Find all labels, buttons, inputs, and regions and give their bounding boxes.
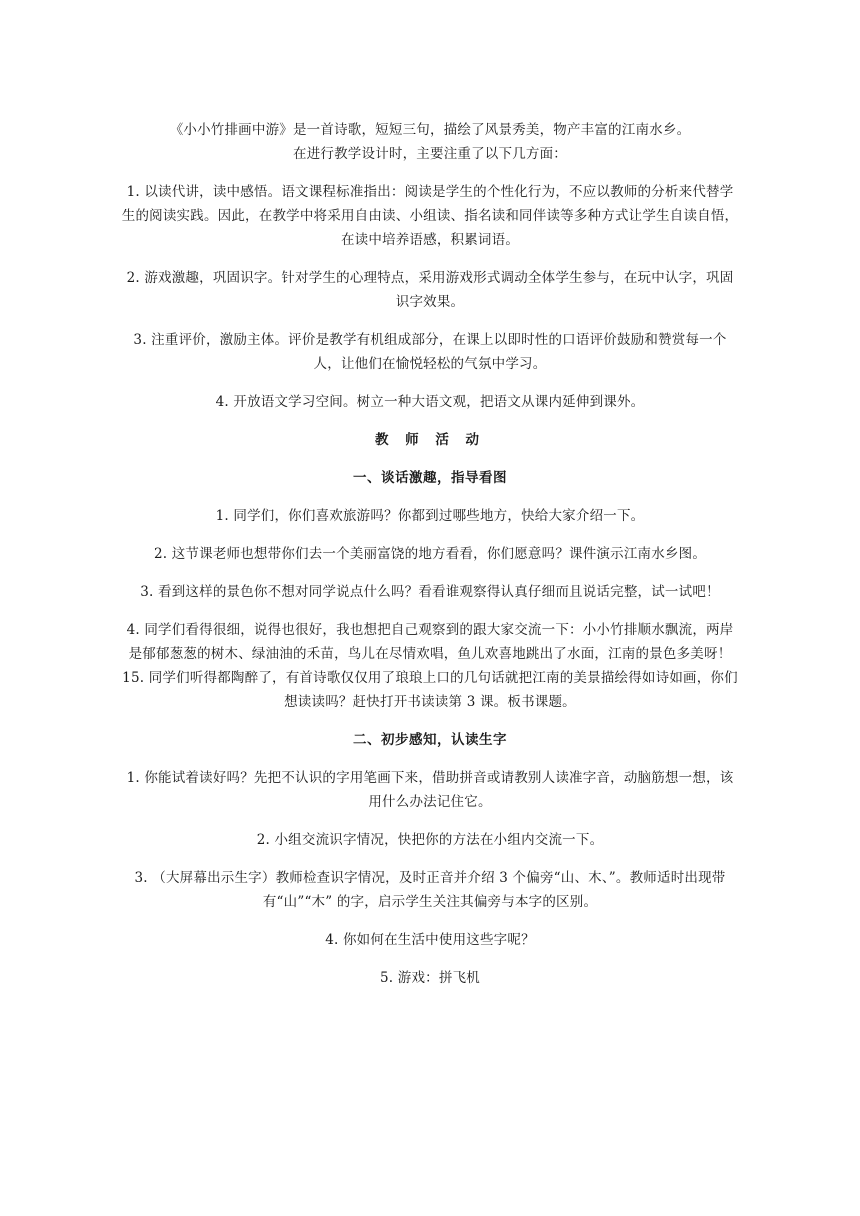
section-2-item-5: 5. 游戏：拼飞机 [380, 970, 480, 986]
section-1-item-4: 4. 同学们看得很细，说得也很好，我也想把自己观察到的跟大家交流一下：小小竹排顺水飘流，两岸是郁郁葱葱的树木、绿油油的禾苗，鸟儿在尽情欢唱，鱼儿欢喜地跳出了水面，江南的景色多美呀！15. 同学们听得都陶醉了，有首诗歌仅仅用了琅琅上口的几句话就把江南的美景描绘得如诗如画，你们想读读吗？赶快打开书读读第 3 课。板书课题。 [122, 622, 738, 710]
activities-title: 教 师 活 动 [374, 432, 486, 448]
section-2-item-2: 2. 小组交流识字情况，快把你的方法在小组内交流一下。 [256, 832, 604, 848]
section-2-title: 二、初步感知，认读生字 [353, 732, 507, 748]
intro-line-2: 在进行教学设计时，主要注重了以下几方面： [293, 146, 567, 162]
principle-4: 4. 开放语文学习空间。树立一种大语文观，把语文从课内延伸到课外。 [215, 394, 645, 410]
section-2-item-3: 3. （大屏幕出示生字）教师检查识字情况，及时正音并介绍 3 个偏旁“山、木、”。教师适时出现带有“山”“木” 的字，启示学生关注其偏旁与本字的区别。 [134, 870, 726, 910]
section-2-item-1: 1. 你能试着读好吗？先把不认识的字用笔画下来，借助拼音或请教别人读准字音，动脑筋想一想，该用什么办法记住它。 [126, 770, 734, 810]
section-1-title: 一、谈话激趣，指导看图 [353, 470, 507, 486]
section-1-item-2: 2. 这节课老师也想带你们去一个美丽富饶的地方看看，你们愿意吗？课件演示江南水乡图。 [153, 546, 707, 562]
section-1-item-3: 3. 看到这样的景色你不想对同学说点什么吗？看看谁观察得认真仔细而且说话完整，试一试吧！ [140, 584, 720, 600]
section-2-item-4: 4. 你如何在生活中使用这些字呢？ [325, 932, 535, 948]
principle-3: 3. 注重评价，激励主体。评价是教学有机组成部分，在课上以即时性的口语评价鼓励和赞赏每一个人，让他们在愉悦轻松的气氛中学习。 [133, 332, 727, 372]
principle-2: 2. 游戏激趣，巩固识字。针对学生的心理特点，采用游戏形式调动全体学生参与，在玩中认字，巩固识字效果。 [126, 270, 734, 310]
section-1-item-1: 1. 同学们，你们喜欢旅游吗？你都到过哪些地方，快给大家介绍一下。 [215, 508, 645, 524]
intro-line-1: 《小小竹排画中游》是一首诗歌，短短三句，描绘了风景秀美，物产丰富的江南水乡。 [169, 122, 691, 138]
document-page [120, 118, 740, 1004]
intro-paragraph [120, 118, 740, 166]
principle-1: 1. 以读代讲，读中感悟。语文课程标准指出：阅读是学生的个性化行为，不应以教师的分析来代替学生的阅读实践。因此，在教学中将采用自由读、小组读、指名读和同伴读等多种方式让学生自读自悟，在读中培养语感，积累词语。 [121, 184, 739, 248]
